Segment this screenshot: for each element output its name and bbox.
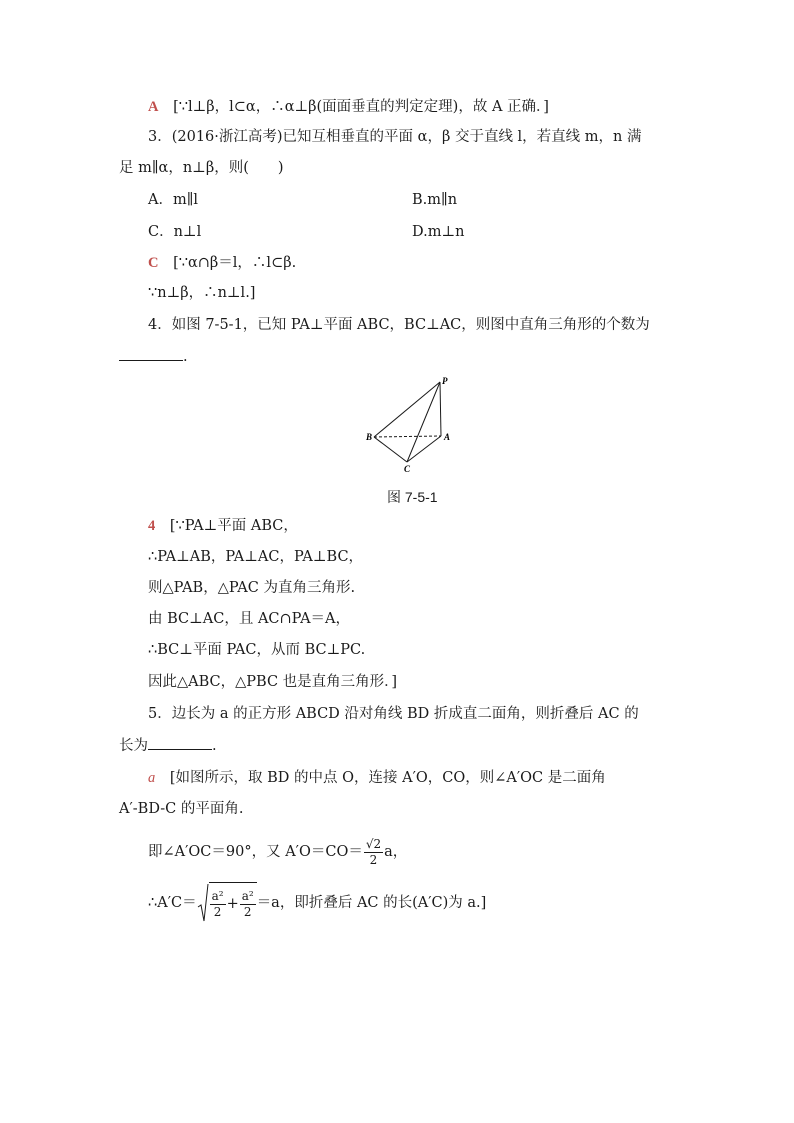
q3-stem-line2: 足 m∥α，n⊥β，则( ) xyxy=(119,160,284,176)
answer-explanation: [∵α∩β＝l，∴l⊂β. xyxy=(173,255,297,271)
label-p: P xyxy=(442,376,448,386)
q4-stem-line2: . xyxy=(119,346,188,367)
edge-bc xyxy=(374,437,407,462)
q4-geometry-figure xyxy=(360,372,460,480)
answer-explanation: [∵PA⊥平面 ABC， xyxy=(169,518,298,534)
label-a: A xyxy=(444,432,451,442)
q3-answer-line2: ∵n⊥β，∴n⊥l.] xyxy=(148,285,256,301)
answer-value: a xyxy=(148,770,156,786)
edge-ba-dashed xyxy=(374,436,441,437)
radical-sign-icon xyxy=(197,883,209,923)
q3-option-a: A．m∥l xyxy=(148,192,199,208)
q5-stem-line2: 长为 . xyxy=(119,735,217,756)
answer-letter: A xyxy=(148,99,159,115)
label-b: B xyxy=(366,432,373,442)
answer-explanation: [∵l⊥β，l⊂α，∴α⊥β(面面垂直的判定定理)，故 A 正确．] xyxy=(173,99,549,115)
edge-pb xyxy=(374,382,440,437)
q5-answer-line1 xyxy=(148,768,606,788)
q5-solution-line3: 即∠A′OC＝90°，又 A′O＝CO＝ $\frac{√2}{2}$ a， xyxy=(148,836,408,867)
q5-solution-line2: A′-BD-C 的平面角. xyxy=(119,801,244,817)
answer-value: 4 xyxy=(148,518,156,534)
q4-answer-line1 xyxy=(148,516,298,536)
q3-option-b: B.m∥n xyxy=(412,192,458,208)
sqrt-expression: $\frac{\text{a²}}{2}$ + $\frac{\text{a²}}{2}$ xyxy=(197,882,257,924)
q4-solution-line2: ∴PA⊥AB，PA⊥AC，PA⊥BC， xyxy=(148,549,364,565)
answer-explanation: [如图所示，取 BD 的中点 O，连接 A′O，CO，则∠A′OC 是二面角 xyxy=(169,770,606,786)
q4-solution-line3: 则△PAB，△PAC 为直角三角形. xyxy=(148,580,356,596)
answer-letter: C xyxy=(148,255,159,271)
figure-caption: 图 7-5-1 xyxy=(387,489,438,505)
q5-stem-line1: 5．边长为 a 的正方形 ABCD 沿对角线 BD 折成直二面角，则折叠后 AC 的 xyxy=(148,706,639,722)
q5-solution-line4: ∴A′C＝ $\frac{\text{a²}}{2}$ + $\frac{\text{a²}}{2}$ ＝a，即折叠后 AC 的长(A′C)为 a.] xyxy=(148,882,486,924)
edge-pa xyxy=(440,382,441,436)
prev-answer-line xyxy=(148,97,549,117)
q4-solution-line4: 由 BC⊥AC，且 AC∩PA＝A， xyxy=(148,611,351,627)
q3-option-c: C．n⊥l xyxy=(148,224,202,240)
label-c: C xyxy=(404,464,411,474)
q4-stem-line1: 4．如图 7-5-1，已知 PA⊥平面 ABC，BC⊥AC，则图中直角三角形的个数为 xyxy=(148,317,650,333)
fraction-sqrt2-over-2: $\frac{√2}{2}$ xyxy=(365,836,382,867)
q3-option-d: D.m⊥n xyxy=(412,224,465,240)
q4-solution-line5: ∴BC⊥平面 PAC，从而 BC⊥PC. xyxy=(148,642,366,658)
answer-blank xyxy=(119,346,183,361)
q4-solution-line6: 因此△ABC，△PBC 也是直角三角形．] xyxy=(148,674,398,690)
q3-answer-line1 xyxy=(148,253,296,273)
answer-blank xyxy=(148,735,212,750)
q3-stem-line1: 3．(2016·浙江高考)已知互相垂直的平面 α，β 交于直线 l，若直线 m，n 满 xyxy=(148,129,642,145)
